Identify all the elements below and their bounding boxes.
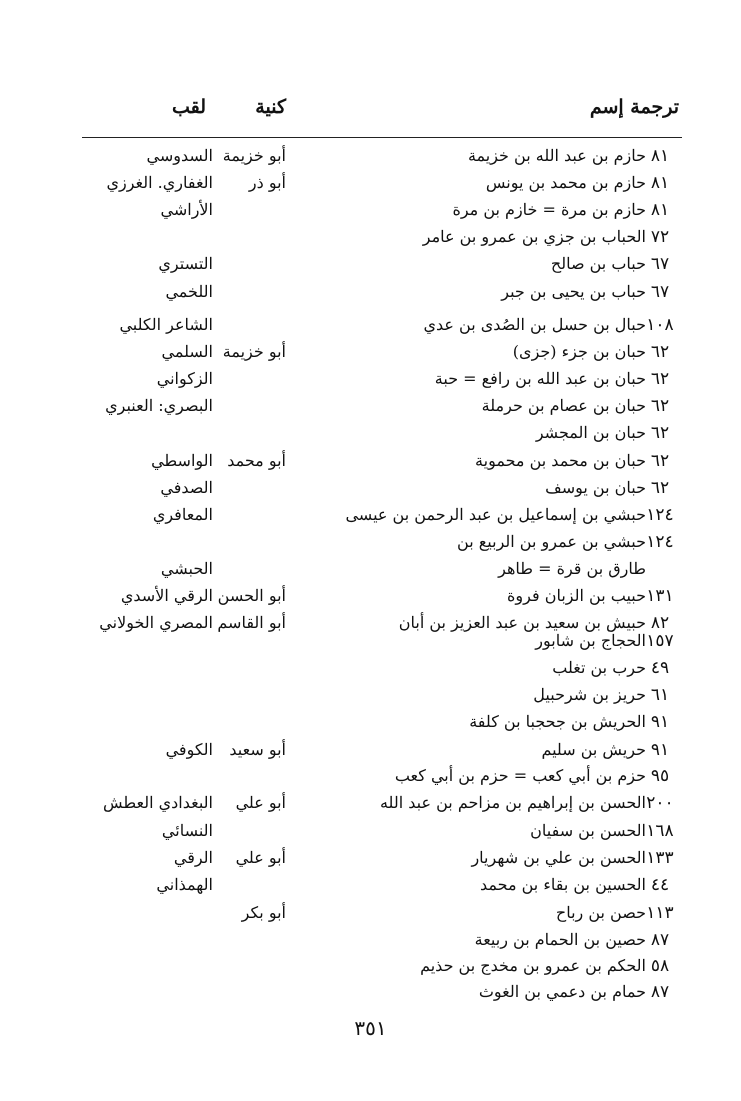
- entry-laqab: النسائي: [161, 821, 213, 840]
- entry-laqab: الشاعر الكلبي: [119, 315, 213, 334]
- entry-kunya: أبو محمد: [227, 451, 286, 470]
- entry-number: ٦٢: [650, 451, 670, 471]
- entry-number: ٨١: [650, 173, 670, 193]
- table-row: [0, 200, 741, 227]
- table-row: [0, 396, 741, 423]
- entry-name: حبان بن المجشر: [535, 423, 646, 442]
- entry-number: ١٥٧: [646, 631, 674, 651]
- entry-name: حازم بن محمد بن يونس: [485, 173, 646, 192]
- entry-kunya: أبو ذر: [248, 173, 286, 192]
- entry-number: ٦٢: [650, 423, 670, 443]
- entry-laqab: الكوفي: [165, 740, 213, 759]
- entry-number: ٦١: [650, 685, 670, 705]
- entry-laqab: البغدادي العطش: [102, 793, 213, 812]
- table-row: [0, 342, 741, 369]
- entry-name: الحكم بن عمرو بن مخدج بن حذيم: [420, 956, 646, 975]
- entry-name: حزم بن أبي كعب = حزم بن أبي كعب: [394, 766, 646, 785]
- table-row: [0, 903, 741, 930]
- entry-laqab: الواسطي: [151, 451, 213, 470]
- entry-number: ١٣٣: [646, 848, 674, 868]
- table-row: [0, 505, 741, 532]
- entry-laqab: الزكواني: [156, 369, 213, 388]
- entry-number: ١١٣: [646, 903, 674, 923]
- entry-name: حرب بن تغلب: [552, 658, 646, 677]
- entry-laqab: البصري: العنبري: [105, 396, 213, 415]
- header-laqab: لقب: [171, 96, 206, 118]
- table-row: [0, 766, 741, 793]
- entry-kunya: أبو بكر: [241, 903, 286, 922]
- entry-name: حبال بن حسل بن الصُدى بن عدي: [423, 315, 646, 334]
- entry-kunya: أبو الحسن: [217, 586, 286, 605]
- entry-number: ٦٧: [650, 282, 670, 302]
- entry-kunya: أبو علي: [235, 793, 286, 812]
- entry-laqab: السلمي: [161, 342, 213, 361]
- table-row: [0, 173, 741, 200]
- entry-name: حازم بن مرة = خازم بن مرة: [452, 200, 646, 219]
- entry-name: حبان بن عصام بن حرملة: [481, 396, 646, 415]
- entry-name: الحسين بن بقاء بن محمد: [479, 875, 646, 894]
- table-row: [0, 658, 741, 685]
- entry-kunya: أبو القاسم: [217, 613, 286, 632]
- table-row: [0, 821, 741, 848]
- entry-number: ٩١: [650, 740, 670, 760]
- entry-name: حريش بن سليم: [541, 740, 646, 759]
- entry-laqab: الهمذاني: [156, 875, 213, 894]
- table-row: [0, 956, 741, 983]
- entry-name: حباب بن صالح: [550, 254, 646, 273]
- header-name: ترجمة إسم: [589, 96, 679, 118]
- entry-kunya: أبو خزيمة: [222, 146, 286, 165]
- entry-laqab: الرقي: [173, 848, 213, 867]
- entry-name: حبان بن محمد بن محموية: [475, 451, 646, 470]
- entry-number: ١٣١: [646, 586, 674, 606]
- entry-name: الحريش بن جحجبا بن كلفة: [469, 712, 646, 731]
- entry-laqab: المصري الخولاني: [99, 613, 213, 632]
- entry-number: ٦٢: [650, 478, 670, 498]
- entry-name: حازم بن عبد الله بن خزيمة: [467, 146, 646, 165]
- entry-kunya: أبو خزيمة: [222, 342, 286, 361]
- header-divider: [82, 137, 682, 138]
- entry-number: ٢٠٠: [646, 793, 674, 813]
- entry-laqab: السدوسي: [146, 146, 213, 165]
- entry-number: ٦٢: [650, 396, 670, 416]
- entry-laqab: المعافري: [152, 505, 213, 524]
- table-row: [0, 712, 741, 739]
- entry-number: ٨٢: [650, 613, 670, 633]
- entry-kunya: أبو سعيد: [229, 740, 286, 759]
- entry-number: ١٠٨: [646, 315, 674, 335]
- entry-name: حصن بن رباح: [555, 903, 646, 922]
- entry-laqab: الحبشي: [160, 559, 213, 578]
- entry-name: حبان بن يوسف: [545, 478, 646, 497]
- entry-number: ١٦٨: [646, 821, 674, 841]
- table-row: [0, 227, 741, 254]
- entry-number: ٤٤: [650, 875, 670, 895]
- entry-name: الحسن بن إبراهيم بن مزاحم بن عبد الله: [379, 793, 646, 812]
- table-row: [0, 740, 741, 767]
- entry-number: ١٢٤: [646, 505, 674, 525]
- entry-name: حباب بن يحيى بن جبر: [501, 282, 646, 301]
- entry-number: ٨٧: [650, 930, 670, 950]
- entry-number: ٩٥: [650, 766, 670, 786]
- entry-number: ٨١: [650, 146, 670, 166]
- entry-name: حبيب بن الزبان فروة: [507, 586, 646, 605]
- entry-laqab: اللخمي: [165, 282, 213, 301]
- table-row: [0, 586, 741, 613]
- page-number: ٣٥١: [354, 1016, 387, 1040]
- entry-number: ٩١: [650, 712, 670, 732]
- entry-name: حبشي بن إسماعيل بن عبد الرحمن بن عيسى: [345, 505, 646, 524]
- table-header: [0, 96, 741, 132]
- table-row: [0, 631, 741, 658]
- entry-laqab: الأراشي: [160, 200, 213, 219]
- table-row: [0, 685, 741, 712]
- entry-name: حصين بن الحمام بن ربيعة: [474, 930, 646, 949]
- entry-number: ٦٢: [650, 342, 670, 362]
- table-row: [0, 146, 741, 173]
- entry-name: حمام بن دعمي بن الغوث: [478, 982, 646, 1001]
- table-row: [0, 315, 741, 342]
- entry-name: الحباب بن جزي بن عمرو بن عامر: [422, 227, 646, 246]
- entry-number: ٨١: [650, 200, 670, 220]
- entry-number: ٦٢: [650, 369, 670, 389]
- entry-laqab: الغفاري. الغرزي: [106, 173, 213, 192]
- table-row: [0, 875, 741, 902]
- table-row: [0, 793, 741, 820]
- entry-laqab: الصدفي: [160, 478, 213, 497]
- entry-name: طارق بن قرة = طاهر: [498, 559, 646, 578]
- header-kunya: كنية: [255, 96, 286, 118]
- entry-number: ٤٩: [650, 658, 670, 678]
- entry-laqab: التستري: [158, 254, 213, 273]
- entry-number: ١٢٤: [646, 532, 674, 552]
- entry-number: ٦٧: [650, 254, 670, 274]
- table-row: [0, 423, 741, 450]
- entry-laqab: الرقي الأسدي: [120, 586, 213, 605]
- table-row: [0, 282, 741, 309]
- table-row: [0, 982, 741, 1009]
- entry-name: حبان بن جزء (جزى): [512, 342, 646, 361]
- entry-name: الحسن بن علي بن شهريار: [471, 848, 646, 867]
- entry-name: حبيش بن سعيد بن عبد العزيز بن أبان: [398, 613, 646, 632]
- table-row: [0, 532, 741, 559]
- table-row: [0, 369, 741, 396]
- entry-name: الحسن بن سفيان: [530, 821, 646, 840]
- entry-name: حريز بن شرحبيل: [533, 685, 646, 704]
- table-row: [0, 559, 741, 586]
- table-row: [0, 451, 741, 478]
- table-row: [0, 848, 741, 875]
- entry-kunya: أبو علي: [235, 848, 286, 867]
- entry-number: ٧٢: [650, 227, 670, 247]
- entry-name: حبشي بن عمرو بن الربيع بن: [457, 532, 646, 551]
- table-row: [0, 930, 741, 957]
- entry-number: ٥٨: [650, 956, 670, 976]
- table-row: [0, 478, 741, 505]
- entry-number: ٨٧: [650, 982, 670, 1002]
- table-row: [0, 254, 741, 281]
- entry-name: حبان بن عبد الله بن رافع = حبة: [434, 369, 646, 388]
- entry-name: الحجاج بن شابور: [535, 631, 646, 650]
